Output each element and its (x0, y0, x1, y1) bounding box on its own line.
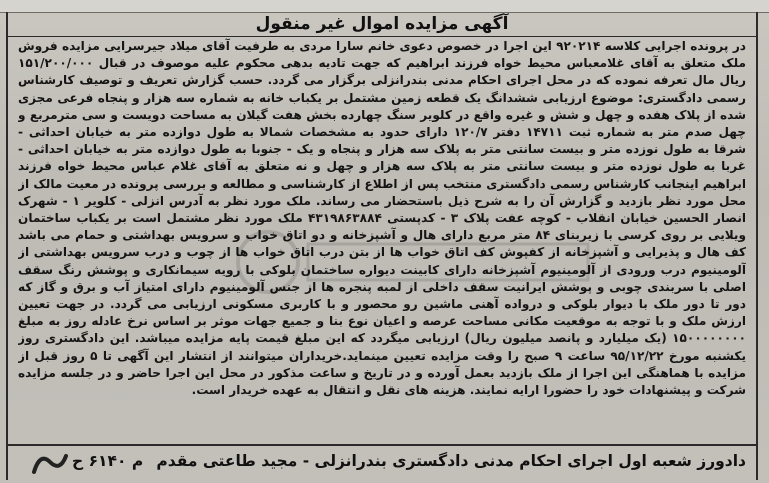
auction-notice (6, 12, 758, 480)
ink-mark-icon (30, 448, 70, 478)
signature-line: دادورز شعبه اول اجرای احکام مدنی دادگستری بندرانزلی - مجید طاعتی مقدم (156, 452, 746, 470)
notice-code: م ۶۱۴۰ ح (72, 452, 144, 470)
notice-body: در پرونده اجرایی کلاسه ۹۲۰۲۱۴ این اجرا در خصوص دعوی خانم سارا مردی به طرفیت آقای میلاد جیرسرایی مزایده فروش ملک متعلق به آقای غلامعباس محیط خواه فرزند ابراهیم که جهت تادیه بدهی محکوم علیه موصوف در قبال ۱۵۱/۲۰۰/۰۰۰ ریال مال تعرفه نموده که در محل اجرای احکام مدنی بندرانزلی برگزار می گردد. حسب گزارش تعریف و توصیف کارشناس رسمی دادگستری: موضوع ارزیابی ششدانگ یک قطعه زمین مشتمل بر یکباب خانه به شماره سه هزار و پنجاه فرعی مجزی شده از پلاک هفده و چهل و شش و غیره واقع در کلویر سنگ چهارده بخش هفت گیلان به مساحت دویست و سی مترمربع و چهل صدم متر به شماره ثبت ۱۴۷۱۱ دفتر ۱۲۰/۷ دارای حدود به مشخصات شمالا به طول دوازده متر به خیابان احداثی - شرقا به طول نوزده متر و بیست سانتی متر به پلاک سه هزار و پنجاه و یک - جنوبا به طول دوازده متر به خیابان احداثی - غربا به طول نوزده متر و بیست سانتی متر به پلاک سه هزار و چهل و نه متعلق به آقای غلام عباس محیط خواه فرزند ابراهیم اینجانب کارشناس رسمی دادگستری منتخب پس از اطلاع از کارشناسی و مطالعه و بررسی پرونده در معیت مالک از محل مورد نظر بازدید و گزارش آن را به شرح ذیل باستحضار می رساند. ملک مورد نظر به آدرس انزلی - کلویر ۱ - شهرک انصار الحسین خیابان انقلاب - کوچه عفت پلاک ۳ - کدپستی ۴۳۱۹۸۶۳۸۸۴ ملک مورد نظر مشتمل است بر یکباب ساختمان ویلایی بر روی کرسی با زیربنای ۸۴ متر مربع دارای هال و آشپزخانه و دو اتاق خواب و سرویس بهداشتی و حمام می باشد کف هال و پذیرایی و آشپزخانه از کفپوش کف اتاق خواب ها از بتن درب اتاق خواب ها از چوب و درب سرویس بهداشتی از آلومینیوم درب ورودی از آلومینیوم آشپزخانه دارای کابینت دیواره ساختمان بلوکی با رویه سیمانکاری و پوشش رنگ سقف اصلی با سربندی چوبی و پوشش ایرانیت سقف داخلی از لمبه پنجره ها از جنس آلومینیوم دارای امتیاز آب و برق و گاز که دور تا دور ملک با دیوار بلوکی و درواده آهنی ماشین رو محصور و با کاربری مسکونی ارزیابی می گردد. در جهت تعیین ارزش ملک و با توجه به موقعیت مکانی مساحت عرصه و اعیان نوع بنا و جمیع جهات موثر بر اساس نرخ عادله روز به مبلغ ۱۵۰۰۰۰۰۰۰۰ (یک میلیارد و پانصد میلیون ریال) ارزیابی میگردد که این مبلغ قیمت پایه مزایده میباشد. این دادگستری روز یکشنبه مورخ ۹۵/۱۲/۲۲ ساعت ۹ صبح را وقت مزایده تعیین مینماید.خریداران میتوانند از انتشار این آگهی تا ۵ روز قبل از مزایده با هماهنگی این اجرا از ملک بازدید بعمل آورده و در تاریخ و ساعت مذکور در محل این اجرا حاضر و در جلسه مزایده شرکت و پیشنهادات خود را حضورا ارایه نمایند. هزینه های نقل و انتقال به عهده خریدار است. (18, 39, 746, 398)
notice-footer (8, 444, 756, 480)
notice-title: آگهی مزایده اموال غیر منقول (8, 12, 756, 37)
